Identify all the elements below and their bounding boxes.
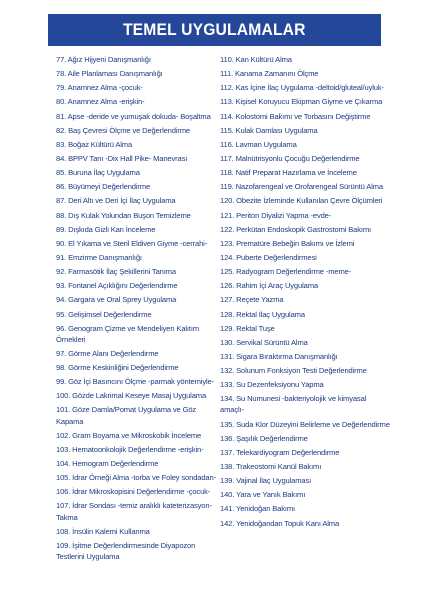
list-item: 121. Periton Diyalizi Yapma -evde- <box>220 210 332 220</box>
list-item: 92. Farmasötik İlaç Şekillerini Tanıma <box>56 267 176 277</box>
section-title: TEMEL UYGULAMALAR <box>123 20 306 39</box>
list-item: 93. Fontanel Açıklığını Değerlendirme <box>56 281 178 291</box>
list-item: 116. Lavman Uygulama <box>220 139 297 149</box>
list-item: 88. Dış Kulak Yolundan Buşon Temizleme <box>56 210 191 220</box>
list-item: 131. Sigara Bıraktırma Danışmanlığı <box>220 351 338 361</box>
list-item: 89. Dışkıda Gizli Kan İnceleme <box>56 224 156 234</box>
list-item: 141. Yenidoğan Bakımı <box>220 504 295 514</box>
list-item: 112. Kas İçine İlaç Uygulama -deltoid/gluteal/uyluk- <box>220 83 384 93</box>
list-item: 115. Kulak Damlası Uygulama <box>220 125 318 135</box>
procedure-list-left <box>56 54 218 562</box>
list-item: 108. İnsülin Kalemi Kullanma <box>56 526 150 536</box>
list-item: 82. Baş Çevresi Ölçme ve Değerlendirme <box>56 125 190 135</box>
list-item: 137. Telekardiyogram Değerlendirme <box>220 447 340 457</box>
list-item: 106. İdrar Mikroskopisini Değerlendirme -çocuk- <box>56 487 211 497</box>
list-item: 81. Apse -deride ve yumuşak dokuda- Boşaltma <box>56 111 211 121</box>
list-item: 127. Reçete Yazma <box>220 295 284 305</box>
list-item: 129. Rektal Tuşe <box>220 323 275 333</box>
list-item: 105. İdrar Örneği Alma -torba ve Foley sondadan- <box>56 473 216 483</box>
list-item: 122. Perkütan Endoskopik Gastrostomi Bakımı <box>220 224 371 234</box>
list-item: 101. Göze Damla/Pomat Uygulama ve Göz Kapama <box>56 405 197 426</box>
list-item: 83. Boğaz Kültürü Alma <box>56 139 133 149</box>
list-item: 139. Vajinal İlaç Uygulaması <box>220 476 312 486</box>
list-item: 95. Gelişimsel Değerlendirme <box>56 309 152 319</box>
list-item: 134. Su Numunesi -bakteriyolojik ve kimyasal amaçlı- <box>220 394 367 415</box>
list-item: 103. Hematoonkolojik Değerlendirme -erişkin- <box>56 444 204 454</box>
list-item: 111. Kanama Zamanını Ölçme <box>220 69 319 79</box>
list-item: 123. Prematüre Bebeğin Bakımı ve İzlemi <box>220 238 355 248</box>
list-item: 110. Kan Kültürü Alma <box>220 55 292 64</box>
list-item: 80. Anamnez Alma -erişkin- <box>56 97 145 107</box>
list-item: 104. Hemogram Değerlendirme <box>56 458 159 468</box>
procedure-list-right <box>220 54 390 529</box>
list-item: 130. Servikal Sürüntü Alma <box>220 337 308 347</box>
list-item: 86. Büyümeyi Değerlendirme <box>56 182 151 192</box>
list-item: 90. El Yıkama ve Steril Eldiven Giyme -cerrahi- <box>56 238 208 248</box>
list-item: 91. Emzirme Danışmanlığı <box>56 252 142 262</box>
list-item: 142. Yenidoğandan Topuk Kanı Alma <box>220 518 340 528</box>
list-item: 118. Natif Preparat Hazırlama ve İnceleme <box>220 168 357 178</box>
list-item: 140. Yara ve Yanık Bakımı <box>220 490 306 500</box>
list-item: 87. Deri Altı ve Deri İçi İlaç Uygulama <box>56 196 176 206</box>
list-item: 107. İdrar Sondası -temiz aralıklı kateterizasyon-Takma <box>56 501 212 522</box>
list-item: 99. Göz İçi Basıncını Ölçme -parmak yöntemiyle- <box>56 377 214 387</box>
list-item: 79. Anamnez Alma -çocuk- <box>56 83 143 93</box>
list-item: 97. Görme Alanı Değerlendirme <box>56 348 159 358</box>
list-item: 126. Rahim İçi Araç Uygulama <box>220 281 318 291</box>
list-item: 125. Radyogram Değerlendirme -meme- <box>220 267 352 277</box>
list-item: 124. Puberte Değerlendirmesi <box>220 252 317 262</box>
list-item: 119. Nazofarengeal ve Orofarengeal Sürüntü Alma <box>220 182 383 192</box>
list-item: 96. Genogram Çizme ve Mendeliyen Kalıtım Örnekleri <box>56 323 199 344</box>
list-item: 98. Görme Keskinliğini Değerlendirme <box>56 363 179 373</box>
list-item: 138. Trakeostomi Kanül Bakımı <box>220 462 322 472</box>
list-item: 102. Gram Boyama ve Mikroskobik İnceleme <box>56 430 202 440</box>
list-item: 114. Kolostomi Bakımı ve Torbasını Değiştirme <box>220 111 371 121</box>
list-item: 113. Kişisel Koruyucu Ekipman Giyme ve Çıkarma <box>220 97 383 107</box>
list-item: 136. Şaşılık Değerlendirme <box>220 433 308 443</box>
list-item: 132. Solunum Fonksiyon Testi Değerlendirme <box>220 366 367 376</box>
list-item: 78. Aile Planlaması Danışmanlığı <box>56 69 163 79</box>
list-item: 128. Rektal İlaç Uygulama <box>220 309 305 319</box>
list-item: 77. Ağız Hijyeni Danışmanlığı <box>56 55 151 64</box>
list-item: 135. Suda Klor Düzeyini Belirleme ve Değerlendirme <box>220 419 390 429</box>
list-item: 120. Obezite İzleminde Kullanılan Çevre Ölçümleri <box>220 196 383 206</box>
section-header <box>48 14 381 46</box>
list-item: 117. Malnütrisyonlu Çocuğu Değerlendirme <box>220 153 360 163</box>
list-item: 85. Buruna İlaç Uygulama <box>56 168 140 178</box>
list-item: 84. BPPV Tanı -Dix Hall Pike- Manevrası <box>56 153 188 163</box>
list-item: 94. Gargara ve Oral Sprey Uygulama <box>56 295 177 305</box>
list-item: 100. Gözde Lakrimal Keseye Masaj Uygulama <box>56 391 207 401</box>
list-item: 133. Su Dezenfeksiyonu Yapma <box>220 380 324 390</box>
list-item: 109. İşitme Değerlendirmesinde Diyapozon Testlerini Uygulama <box>56 540 196 561</box>
